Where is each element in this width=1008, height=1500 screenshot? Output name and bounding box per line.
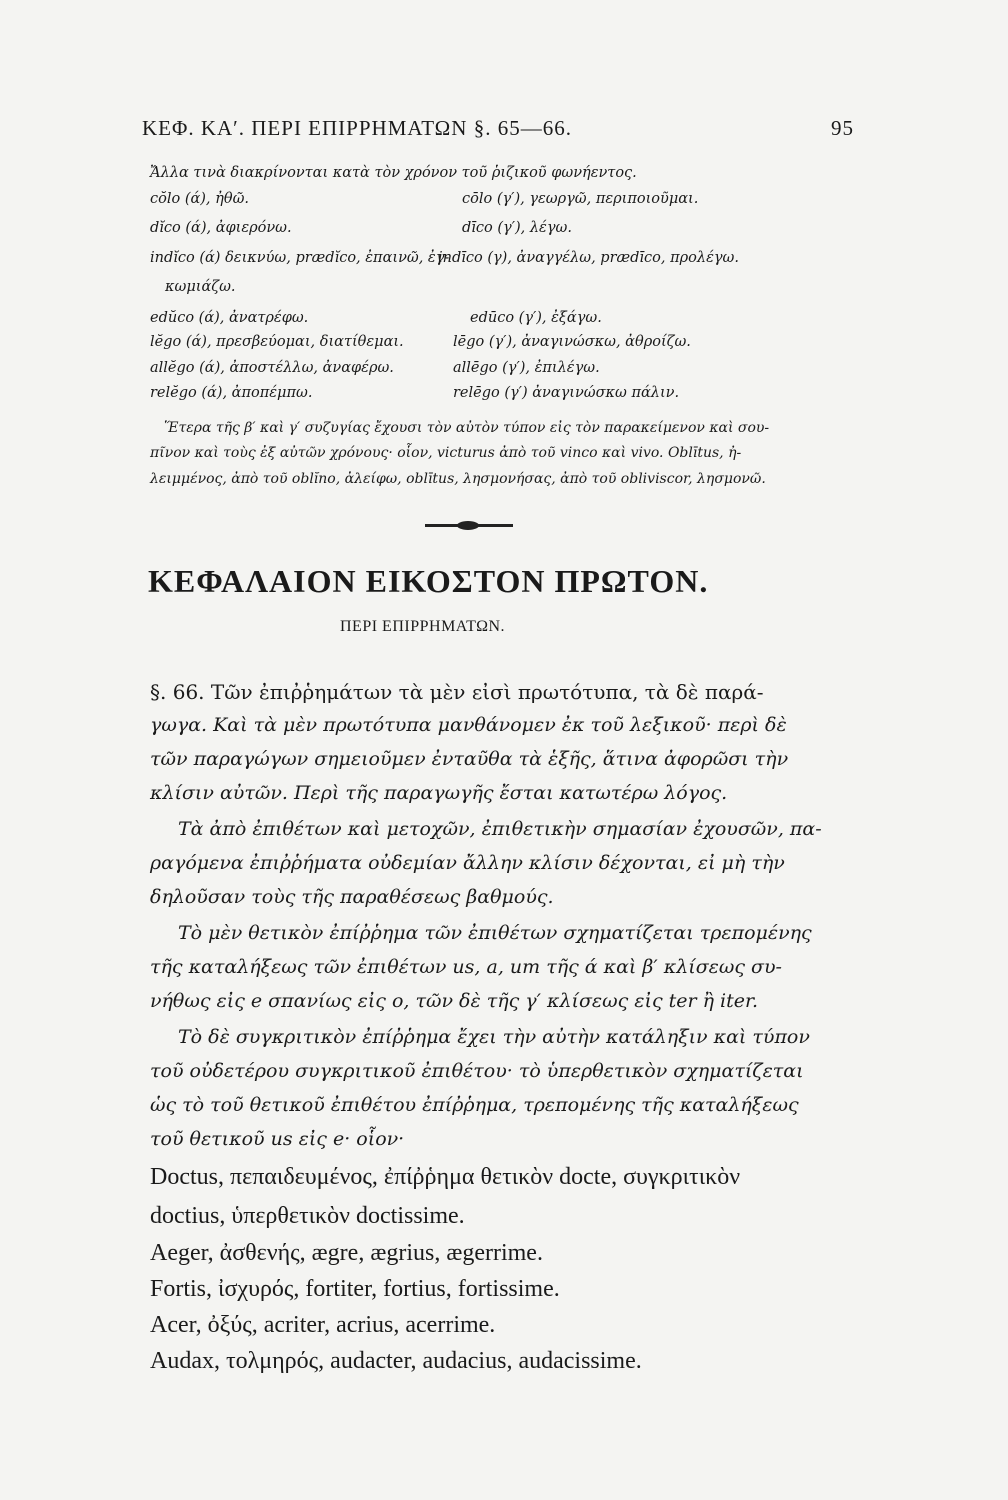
verb-pair-left: relĕgo (ά), ἀποπέμπω. <box>150 385 313 401</box>
running-title: ΚΕΦ. ΚΑʹ. ΠΕΡΙ ΕΠΙΡΡΗΜΑΤΩΝ §. 65—66. <box>142 116 572 140</box>
body-line: γωγα. Καὶ τὰ μὲν πρωτότυπα μανθάνομεν ἐκ τοῦ λεξικοῦ· περὶ δὲ <box>150 714 787 736</box>
verb-pair-right: lēgo (γ′), ἀναγινώσκω, ἀθροίζω. <box>453 334 691 350</box>
verb-pair-left: κωμιάζω. <box>165 279 236 295</box>
body-line: νήθως εἰς e σπανίως εἰς o, τῶν δὲ τῆς γ′ κλίσεως εἰς ter ἢ iter. <box>150 990 759 1012</box>
verb-pair-left: cŏlo (ά), ἠθῶ. <box>150 191 250 207</box>
body-line: Τὸ δὲ συγκριτικὸν ἐπίῤῥημα ἔχει τὴν αὐτὴν κατάληξιν καὶ τύπον <box>178 1026 810 1048</box>
body-line: τῶν παραγώγων σημειοῦμεν ἐνταῦθα τὰ ἑξῆς, ἅτινα ἀφορῶσι τὴν <box>150 748 789 770</box>
example-line: Doctus, πεπαιδευμένος, ἐπίῤῥημα θετικὸν docte, συγκριτικὸν <box>150 1164 741 1190</box>
verb-pair-right: edūco (γ′), ἐξάγω. <box>470 310 602 326</box>
example-line: Audax, τολμηρός, audacter, audacius, audacissime. <box>150 1348 642 1374</box>
intro-line: Ἄλλα τινὰ διακρίνονται κατὰ τὸν χρόνον τοῦ ῥιζικοῦ φωνήεντος. <box>150 165 637 181</box>
body-line: τοῦ θετικοῦ us εἰς e· οἷον· <box>150 1128 405 1150</box>
example-line: doctius, ὑπερθετικὸν doctissime. <box>150 1203 465 1229</box>
page-number: 95 <box>831 116 854 140</box>
verb-pair-left: lĕgo (ά), πρεσβεύομαι, διατίθεμαι. <box>150 334 404 350</box>
verb-pair-right: relēgo (γ′) ἀναγινώσκω πάλιν. <box>453 385 680 401</box>
body-line: τοῦ οὐδετέρου συγκριτικοῦ ἐπιθέτου· τὸ ὑπερθετικὸν σχηματίζεται <box>150 1060 804 1082</box>
note-line: Ἕτερα τῆς β′ καὶ γ′ συζυγίας ἔχουσι τὸν αὐτὸν τύπον εἰς τὸν παρακείμενον καὶ σου- <box>164 420 770 436</box>
example-line: Aeger, ἀσθενής, ægre, ægrius, ægerrime. <box>150 1240 543 1266</box>
chapter-subtitle: ΠΕΡΙ ΕΠΙΡΡΗΜΑΤΩΝ. <box>340 618 506 635</box>
verb-pair-right: cōlo (γ′), γεωργῶ, περιποιοῦμαι. <box>462 191 699 207</box>
body-line: ὡς τὸ τοῦ θετικοῦ ἐπιθέτου ἐπίῤῥημα, τρεπομένης τῆς καταλήξεως <box>150 1094 799 1116</box>
body-line: κλίσιν αὐτῶν. Περὶ τῆς παραγωγῆς ἔσται κατωτέρω λόγος. <box>150 782 728 804</box>
verb-pair-right: dīco (γ′), λέγω. <box>462 220 572 236</box>
ornamental-rule <box>425 524 513 527</box>
verb-pair-left: dĭco (ά), ἀφιερόνω. <box>150 220 292 236</box>
verb-pair-left: allĕgo (ά), ἀποστέλλω, ἀναφέρω. <box>150 360 394 376</box>
body-line: δηλοῦσαν τοὺς τῆς παραθέσεως βαθμούς. <box>150 886 554 908</box>
body-line: §. 66. Τῶν ἐπιῤῥημάτων τὰ μὲν εἰσὶ πρωτότυπα, τὰ δὲ παρά- <box>150 680 764 704</box>
verb-pair-right: indīco (γ), ἀναγγέλω, prædīco, προλέγω. <box>438 250 739 266</box>
example-line: Acer, ὀξύς, acriter, acrius, acerrime. <box>150 1312 496 1338</box>
note-line: λειμμένος, ἀπὸ τοῦ oblĭno, ἀλείφω, oblītus, λησμονήσας, ἀπὸ τοῦ obliviscor, λησμονῶ. <box>150 471 766 487</box>
chapter-title: ΚΕΦΑΛΑΙΟΝ ΕΙΚΟΣΤΟΝ ΠΡΩΤΟΝ. <box>148 563 709 599</box>
note-line: πῖνον καὶ τοὺς ἐξ αὐτῶν χρόνους· οἷον, victurus ἀπὸ τοῦ vinco καὶ vivo. Oblītus, ἠ- <box>150 445 742 461</box>
verb-pair-left: indĭco (ά) δεικνύω, prædĭco, ἐπαινῶ, ἐγ- <box>150 250 450 266</box>
body-line: ραγόμενα ἐπιῤῥήματα οὐδεμίαν ἄλλην κλίσιν δέχονται, εἰ μὴ τὴν <box>150 852 785 874</box>
running-header <box>142 116 854 146</box>
body-line: τῆς καταλήξεως τῶν ἐπιθέτων us, a, um τῆς ά καὶ β′ κλίσεως συ- <box>150 956 782 978</box>
verb-pair-right: allēgo (γ′), ἐπιλέγω. <box>453 360 600 376</box>
example-line: Fortis, ἰσχυρός, fortiter, fortius, fortissime. <box>150 1276 560 1302</box>
verb-pair-left: edŭco (ά), ἀνατρέφω. <box>150 310 309 326</box>
body-line: Τὰ ἀπὸ ἐπιθέτων καὶ μετοχῶν, ἐπιθετικὴν σημασίαν ἐχουσῶν, πα- <box>178 818 822 840</box>
body-line: Τὸ μὲν θετικὸν ἐπίῤῥημα τῶν ἐπιθέτων σχηματίζεται τρεπομένης <box>178 922 812 944</box>
